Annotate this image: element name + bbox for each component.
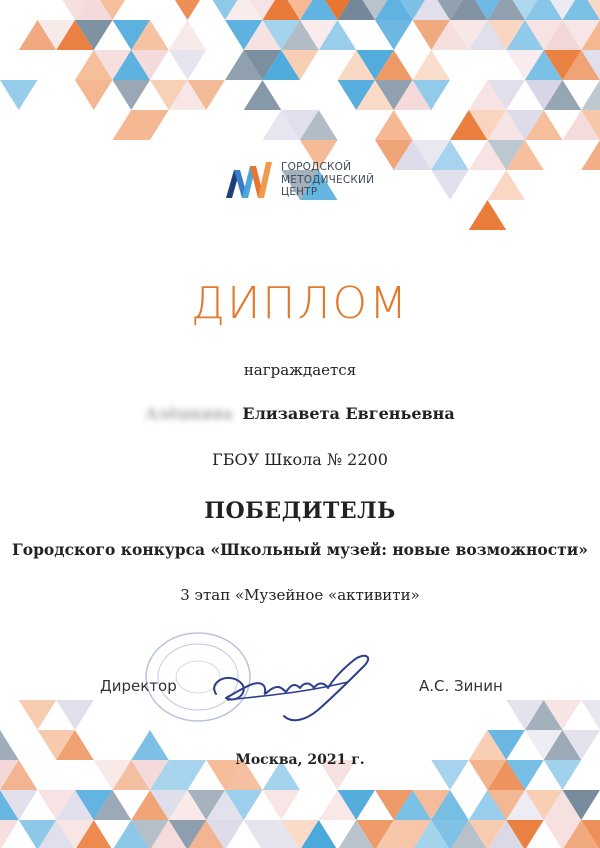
pattern-triangle — [581, 80, 600, 110]
pattern-triangle — [431, 170, 469, 200]
pattern-triangle — [488, 170, 526, 200]
pattern-triangle — [0, 80, 38, 110]
pattern-triangle — [581, 140, 600, 170]
pattern-triangle — [56, 700, 94, 730]
recipient-name — [0, 404, 600, 423]
pattern-triangle — [375, 20, 413, 50]
contest-name: Городского конкурса «Школьный музей: новые возможности» — [12, 540, 588, 559]
logo-text — [281, 161, 374, 199]
pattern-triangle — [375, 110, 413, 140]
pattern-triangle — [169, 20, 207, 50]
pattern-triangle — [169, 50, 207, 80]
pattern-triangle — [581, 700, 600, 730]
pattern-triangle — [413, 50, 451, 80]
place-and-date: Москва, 2021 г. — [235, 752, 365, 768]
school-name: ГБОУ Школа № 2200 — [212, 450, 388, 469]
awarded-label: награждается — [243, 361, 357, 379]
pattern-triangle — [75, 80, 113, 110]
logo-line-1: ГОРОДСКОЙ — [281, 161, 352, 173]
recipient-given-name: Елизавета Евгеньевна — [242, 404, 455, 423]
pattern-triangle — [244, 80, 282, 110]
pattern-triangle — [19, 700, 57, 730]
logo-line-3: ЦЕНТР — [281, 186, 318, 198]
pattern-triangle — [263, 790, 301, 820]
signature-icon — [198, 638, 388, 730]
logo-line-2: МЕТОДИЧЕСКИЙ — [281, 173, 375, 186]
contest-stage: 3 этап «Музейное «активити» — [180, 586, 420, 604]
diploma-title: ДИПЛОМ — [190, 278, 410, 329]
logo — [226, 158, 386, 200]
pattern-triangle — [113, 80, 151, 110]
logo-mark-icon — [226, 158, 274, 200]
pattern-triangle — [169, 0, 207, 20]
recipient-surname-blurred: Алёшкина — [145, 404, 233, 423]
signer-name: А.С. Зинин — [419, 677, 503, 695]
pattern-triangle — [0, 820, 19, 848]
award-title: ПОБЕДИТЕЛЬ — [204, 498, 396, 524]
director-label: Директор — [100, 677, 177, 695]
pattern-triangle — [469, 200, 507, 230]
